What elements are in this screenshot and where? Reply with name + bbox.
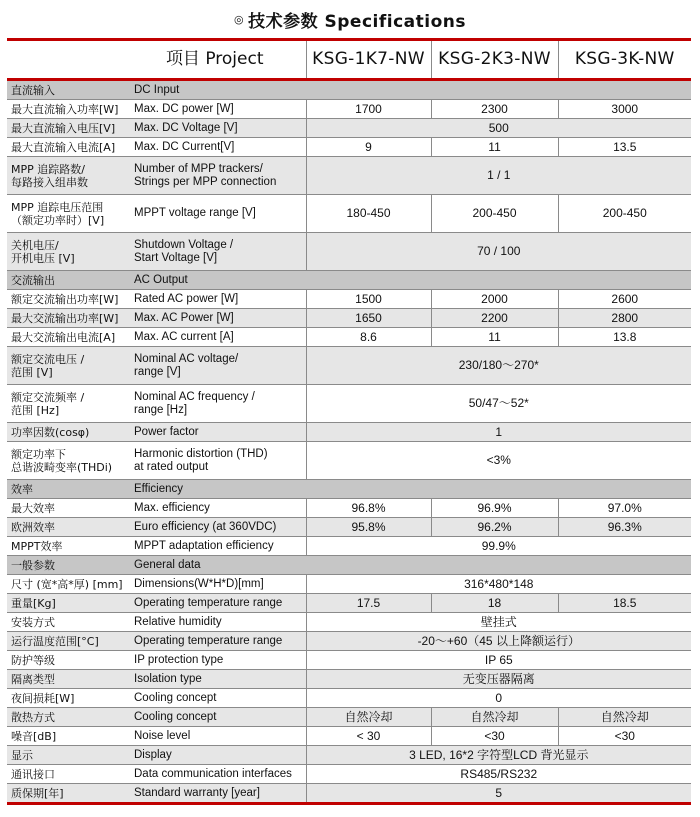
param-name-cn: 最大直流输入电流[A] [7, 138, 130, 157]
param-name-en: MPPT voltage range [V] [130, 195, 306, 233]
value-cell-shared: 70 / 100 [306, 233, 691, 271]
value-cell-shared: IP 65 [306, 651, 691, 670]
value-cell: 11 [431, 328, 558, 347]
cell-line: 范围 [V] [11, 365, 53, 379]
value-cell: 2800 [558, 309, 691, 328]
title-text: 技术参数 Specifications [248, 11, 466, 32]
param-name-en [130, 385, 306, 423]
cell-line: 关机电压/ [11, 238, 59, 252]
value-cell: 17.5 [306, 594, 431, 613]
param-name-en [130, 347, 306, 385]
value-cell: 自然冷却 [306, 708, 431, 727]
section-row [7, 80, 691, 100]
spec-row [7, 423, 691, 442]
section-row [7, 480, 691, 499]
spec-row [7, 651, 691, 670]
param-name-cn: 夜间损耗[W] [7, 689, 130, 708]
param-name-cn: 通讯接口 [7, 765, 130, 784]
cell-line: （额定功率时）[V] [11, 213, 105, 227]
value-cell: <30 [558, 727, 691, 746]
param-name-cn: 安装方式 [7, 613, 130, 632]
param-name-cn [7, 233, 130, 271]
value-cell-shared: 500 [306, 119, 691, 138]
param-name-cn: 散热方式 [7, 708, 130, 727]
spec-row [7, 290, 691, 309]
param-name-cn [7, 347, 130, 385]
value-cell-shared: RS485/RS232 [306, 765, 691, 784]
value-cell: 96.3% [558, 518, 691, 537]
param-name-en: Operating temperature range [130, 594, 306, 613]
header-project: 项目 Project [7, 40, 306, 80]
param-name-en [130, 233, 306, 271]
cell-line: 范围 [Hz] [11, 403, 60, 417]
spec-row [7, 765, 691, 784]
spec-row [7, 632, 691, 651]
param-name-cn: 额定交流输出功率[W] [7, 290, 130, 309]
section-label-en: Efficiency [130, 480, 691, 499]
section-label-en: AC Output [130, 271, 691, 290]
param-name-en: Euro efficiency (at 360VDC) [130, 518, 306, 537]
value-cell: 自然冷却 [558, 708, 691, 727]
cell-line: MPP 追踪电压范围 [11, 200, 104, 214]
section-label-cn: 一般参数 [7, 556, 130, 575]
value-cell-shared: 316*480*148 [306, 575, 691, 594]
section-label-cn: 直流输入 [7, 80, 130, 100]
value-cell: 200-450 [558, 195, 691, 233]
value-cell-shared: 3 LED, 16*2 字符型LCD 背光显示 [306, 746, 691, 765]
value-cell: 1500 [306, 290, 431, 309]
cell-line: Nominal AC voltage/ [134, 352, 239, 365]
value-cell: 11 [431, 138, 558, 157]
param-name-cn: 尺寸 (宽*高*厚) [mm] [7, 575, 130, 594]
cell-line: Shutdown Voltage / [134, 238, 234, 251]
value-cell-shared: -20～+60（45 以上降额运行） [306, 632, 691, 651]
param-name-cn [7, 195, 130, 233]
param-name-en: Operating temperature range [130, 632, 306, 651]
param-name-cn: 最大交流输出电流[A] [7, 328, 130, 347]
value-cell-shared: <3% [306, 442, 691, 480]
spec-row [7, 613, 691, 632]
value-cell: 97.0% [558, 499, 691, 518]
param-name-en: Standard warranty [year] [130, 784, 306, 804]
cell-line: range [V] [134, 365, 181, 378]
cell-line: Harmonic distortion (THD) [134, 447, 268, 460]
param-name-en: Cooling concept [130, 689, 306, 708]
param-name-cn: 最大效率 [7, 499, 130, 518]
value-cell: 2600 [558, 290, 691, 309]
param-name-cn: 质保期[年] [7, 784, 130, 804]
param-name-cn [7, 157, 130, 195]
param-name-cn: 运行温度范围[°C] [7, 632, 130, 651]
param-name-cn: 最大直流输入电压[V] [7, 119, 130, 138]
value-cell-shared: 1 [306, 423, 691, 442]
param-name-cn: 最大直流输入功率[W] [7, 100, 130, 119]
param-name-cn: 欧洲效率 [7, 518, 130, 537]
value-cell-shared: 50/47～52* [306, 385, 691, 423]
param-name-en: Max. AC Power [W] [130, 309, 306, 328]
value-cell-shared: 5 [306, 784, 691, 804]
value-cell: <30 [431, 727, 558, 746]
spec-row [7, 100, 691, 119]
value-cell: 200-450 [431, 195, 558, 233]
cell-line: 额定交流频率 / [11, 390, 85, 404]
value-cell-shared: 230/180～270* [306, 347, 691, 385]
param-name-en: Max. DC Current[V] [130, 138, 306, 157]
value-cell: 18.5 [558, 594, 691, 613]
param-name-cn [7, 442, 130, 480]
value-cell: 3000 [558, 100, 691, 119]
spec-row [7, 233, 691, 271]
spec-row [7, 537, 691, 556]
param-name-en: IP protection type [130, 651, 306, 670]
section-label-en: DC Input [130, 80, 691, 100]
value-cell: 180-450 [306, 195, 431, 233]
param-name-cn: 防护等级 [7, 651, 130, 670]
param-name-cn: MPPT效率 [7, 537, 130, 556]
value-cell: 18 [431, 594, 558, 613]
value-cell: 2300 [431, 100, 558, 119]
value-cell: 1700 [306, 100, 431, 119]
section-label-en: General data [130, 556, 691, 575]
section-row [7, 271, 691, 290]
cell-line: Strings per MPP connection [134, 175, 277, 188]
cell-line: range [Hz] [134, 403, 188, 416]
page-title [0, 0, 700, 38]
param-name-en: Max. DC power [W] [130, 100, 306, 119]
value-cell-shared: 无变压器隔离 [306, 670, 691, 689]
section-row [7, 556, 691, 575]
param-name-en: Display [130, 746, 306, 765]
value-cell: 2200 [431, 309, 558, 328]
param-name-cn: 显示 [7, 746, 130, 765]
param-name-cn: 重量[Kg] [7, 594, 130, 613]
param-name-en: Max. efficiency [130, 499, 306, 518]
spec-row [7, 784, 691, 804]
spec-row [7, 385, 691, 423]
cell-line: Number of MPP trackers/ [134, 162, 263, 175]
cell-line: 开机电压 [V] [11, 251, 75, 265]
spec-row [7, 138, 691, 157]
param-name-en: Data communication interfaces [130, 765, 306, 784]
value-cell: 9 [306, 138, 431, 157]
header-row [7, 40, 691, 80]
value-cell: 2000 [431, 290, 558, 309]
param-name-cn: 最大交流输出功率[W] [7, 309, 130, 328]
cell-line: 每路接入组串数 [11, 175, 88, 189]
param-name-en: Relative humidity [130, 613, 306, 632]
param-name-en: Power factor [130, 423, 306, 442]
param-name-cn: 隔离类型 [7, 670, 130, 689]
cell-line: Start Voltage [V] [134, 251, 218, 264]
value-cell-shared: 99.9% [306, 537, 691, 556]
param-name-en: Dimensions(W*H*D)[mm] [130, 575, 306, 594]
cell-line: at rated output [134, 460, 209, 473]
cell-line: 额定交流电压 / [11, 352, 85, 366]
value-cell: 95.8% [306, 518, 431, 537]
value-cell: 96.9% [431, 499, 558, 518]
param-name-en: Max. DC Voltage [V] [130, 119, 306, 138]
param-name-cn: 功率因数(cosφ) [7, 423, 130, 442]
param-name-en: Max. AC current [A] [130, 328, 306, 347]
value-cell: 1650 [306, 309, 431, 328]
value-cell: 96.2% [431, 518, 558, 537]
cell-line: Nominal AC frequency / [134, 390, 255, 403]
param-name-en: Rated AC power [W] [130, 290, 306, 309]
param-name-en: Isolation type [130, 670, 306, 689]
cell-line: MPP 追踪路数/ [11, 162, 85, 176]
spec-row [7, 347, 691, 385]
value-cell: 13.8 [558, 328, 691, 347]
value-cell-shared: 1 / 1 [306, 157, 691, 195]
value-cell: 13.5 [558, 138, 691, 157]
param-name-cn: 噪音[dB] [7, 727, 130, 746]
title-mark-icon: ◎ [233, 12, 245, 26]
value-cell: 96.8% [306, 499, 431, 518]
spec-row [7, 157, 691, 195]
spec-row [7, 746, 691, 765]
spec-row [7, 727, 691, 746]
spec-row [7, 309, 691, 328]
cell-line: 额定功率下 [11, 447, 66, 461]
param-name-en [130, 157, 306, 195]
spec-row [7, 499, 691, 518]
spec-row [7, 442, 691, 480]
spec-row [7, 195, 691, 233]
value-cell: 自然冷却 [431, 708, 558, 727]
header-model-1: KSG-1K7-NW [306, 40, 431, 80]
param-name-en [130, 442, 306, 480]
spec-row [7, 594, 691, 613]
spec-row [7, 708, 691, 727]
param-name-en: Cooling concept [130, 708, 306, 727]
section-label-cn: 效率 [7, 480, 130, 499]
spec-table [7, 38, 691, 805]
spec-row [7, 670, 691, 689]
value-cell-shared: 0 [306, 689, 691, 708]
value-cell: 8.6 [306, 328, 431, 347]
spec-row [7, 119, 691, 138]
section-label-cn: 交流输出 [7, 271, 130, 290]
spec-row [7, 328, 691, 347]
spec-row [7, 518, 691, 537]
param-name-en: Noise level [130, 727, 306, 746]
header-model-3: KSG-3K-NW [558, 40, 691, 80]
value-cell: < 30 [306, 727, 431, 746]
header-model-2: KSG-2K3-NW [431, 40, 558, 80]
spec-row [7, 689, 691, 708]
spec-row [7, 575, 691, 594]
param-name-cn [7, 385, 130, 423]
value-cell-shared: 壁挂式 [306, 613, 691, 632]
cell-line: 总谐波畸变率(THDi) [11, 460, 113, 474]
param-name-en: MPPT adaptation efficiency [130, 537, 306, 556]
